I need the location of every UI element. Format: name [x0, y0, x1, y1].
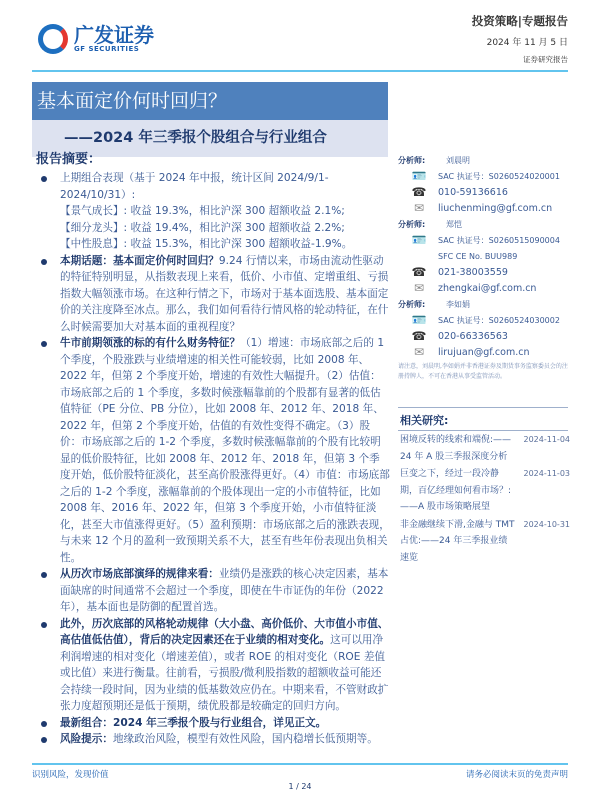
report-kind: 证券研究报告 — [523, 55, 568, 64]
email-link[interactable]: lirujuan@gf.com.cn — [438, 346, 530, 358]
cert-number: SAC 执证号：S0260524030002 — [438, 315, 560, 325]
analyst-label: 分析师: — [398, 219, 426, 229]
analyst-phone — [398, 328, 570, 344]
logo-en: GF SECURITIES — [74, 45, 140, 53]
analyst-header — [398, 296, 570, 312]
analyst-name: 李如娟 — [446, 299, 470, 309]
footer-slogan: 识别风险，发现价值 — [32, 770, 109, 780]
related-date: 2024-10-31 — [523, 519, 570, 529]
related-date: 2024-11-03 — [523, 469, 570, 478]
report-date: 2024 年 11 月 5 日 — [486, 38, 568, 48]
analyst-header — [398, 152, 570, 168]
abstract-bullet — [38, 715, 390, 732]
bullet-subline: 【中性股息】: 收益 15.3%，相比沪深 300 超额收益-1.9%。 — [60, 238, 353, 250]
logo-mark-icon — [38, 24, 68, 54]
abstract-heading: 报告摘要： — [36, 152, 102, 167]
phone-icon: ☎ — [411, 265, 427, 279]
bullet-text: 业绩仍是涨跌的核心决定因素，基本面缺席的时间通常不会超过一个季度，即使在牛市证伪的年份（2022 年），基本面也是防御的配置首选。 — [60, 568, 389, 613]
certificate-icon: 🪪 — [411, 169, 427, 183]
bullet-lead: 从历次市场底部演绎的规律来看： — [60, 568, 219, 580]
bullet-subline: 【细分龙头】: 收益 19.4%，相比沪深 300 超额收益 2.2%; — [60, 221, 345, 234]
cert-number: SAC 执证号：S0260515090004 — [438, 235, 560, 245]
bullet-lead: 最新组合：2024 年三季报个股与行业组合，详见正文。 — [60, 716, 327, 729]
certificate-icon: 🪪 — [411, 233, 427, 247]
analyst-cert — [398, 248, 570, 264]
analyst-email — [398, 344, 570, 360]
abstract-bullet — [38, 253, 390, 336]
abstract-body — [38, 170, 390, 748]
bullet-lead: 牛市前期领涨的标的有什么财务特征？ — [60, 337, 241, 349]
bullet-subline: 【景气成长】: 收益 19.3%，相比沪深 300 超额收益 2.1%; — [60, 205, 345, 217]
analyst-header — [398, 216, 570, 232]
header-meta — [472, 13, 568, 65]
report-type: 投资策略|专题报告 — [471, 14, 568, 28]
cert-number: SAC 执证号：S0260524020001 — [438, 171, 560, 181]
analyst-cert — [398, 168, 570, 184]
abstract-bullet — [38, 731, 390, 748]
mail-icon: ✉ — [413, 281, 425, 295]
bullet-text: 地缘政治风险，模型有效性风险，国内稳增长低预期等。 — [112, 733, 378, 745]
analyst-phone — [398, 184, 570, 200]
analyst-label: 分析师: — [398, 299, 426, 309]
header-divider — [32, 70, 568, 72]
footer-disclaimer[interactable]: 请务必阅读末页的免责声明 — [465, 770, 568, 780]
page-title: 基本面定价何时回归？ — [32, 82, 388, 120]
email-link[interactable]: liuchenming@gf.com.cn — [438, 202, 553, 214]
abstract-bullet — [38, 616, 390, 715]
logo-cn: 广发证券 — [74, 23, 154, 47]
analyst-cert — [398, 312, 570, 328]
related-title[interactable]: 非金融继续下滑,金融与 TMT 占优:——24 年三季报业绩速览 — [400, 519, 515, 563]
analyst-note: 请注意，刘晨明,李如娟并非香港证券及期货事务监察委员会的注册持牌人，不可在香港从事受监管活动。 — [398, 363, 568, 380]
bullet-lead: 此外，历次底部的风格轮动规律（大小盘、高价低价、大市值小市值、高估值低估值），背后的决定因素还在于业绩的相对变化。 — [60, 617, 389, 646]
gf-logo — [38, 24, 154, 54]
analyst-phone — [398, 264, 570, 280]
bullet-text: 这可以用净利润增速的相对变化（增速差值），或者 ROE 的相对变化（ROE 差值或比值）来进行衡量。往前看，亏损股/微利股指数的超额收益可能还会持续一段时间，因为业绩的低基数效应仍在。中期来看，不管财政扩张力度超预期还是低于预期，绩优股都是较确定的回归方向。 — [60, 634, 389, 712]
analyst-email — [398, 200, 570, 216]
abstract-bullet — [38, 566, 390, 616]
related-title[interactable]: 巨变之下，经过一段冷静期，百亿经理如何看市场？:——A 股市场策略展望 — [400, 469, 512, 512]
analyst-label: 分析师: — [398, 155, 426, 165]
mail-icon: ✉ — [413, 201, 425, 215]
bullet-text: 上期组合表现（基于 2024 年中报，统计区间 2024/9/1-2024/10/31）: — [60, 172, 329, 201]
bullet-text: 9.24 行情以来，市场由流动性驱动的特征特别明显，从指数表现上来看，低价、小市值、定增重组、亏损指数大幅领涨市场。在这种行情之下，市场对于基本面选股、基本面定价的关注度降至冰点。那么，我们如何看待行情风格的轮动特征，在什么时候需要加大对基本面的重视程度？ — [60, 254, 389, 333]
phone-number: 010-59136616 — [438, 186, 508, 198]
phone-icon: ☎ — [411, 329, 427, 343]
certificate-icon: 🪪 — [411, 313, 427, 327]
phone-number: 021-38003559 — [438, 266, 508, 278]
related-item[interactable] — [398, 432, 570, 465]
related-date: 2024-11-04 — [523, 435, 570, 444]
related-title[interactable]: 困境反转的线索和端倪:——24 年 A 股三季报深度分析 — [400, 435, 512, 462]
page-subtitle: ——2024 年三季报个股组合与行业组合 — [32, 120, 388, 157]
email-link[interactable]: zhengkai@gf.com.cn — [438, 282, 537, 294]
related-item[interactable] — [398, 466, 570, 516]
cert-number: SFC CE No. BUU989 — [438, 251, 518, 261]
related-research-heading: 相关研究: — [398, 407, 568, 431]
phone-number: 020-66336563 — [438, 330, 508, 342]
bullet-lead: 风险提示： — [60, 733, 113, 745]
bullet-lead: 本期话题：基本面定价何时回归？ — [60, 254, 219, 267]
mail-icon: ✉ — [413, 345, 425, 359]
bullet-text: （1）增速：市场底部之后的 1 个季度，个股涨跌与业绩增速的相关性可能较弱，比如 2008 年、2022 年，但第 2 个季度开始，增速的有效性大幅提升。（2）估值：市场底部之后的 1 个季度，多数时候涨幅靠前的个股都有显著的低估值特征（PE 分位、PB 分位），比如 2008 年、2012 年、2018 年、2022 年，但第 2 个季度开始，估值的有效性变得不确定。（3）股价：市场底部之后的 1-2 个季度，多数时候涨幅靠前的个股有比较明显的低价股特征，比如 2008 年、2012 年、2018 年，但第 3 个季度开始，低价股特征淡化，甚至高价股涨得更好。（4）市值：市场底部之后的 1-2 个季度，涨幅靠前的个股体现出一定的小市值特征，比如 2008 年、2016 年、2022 年，但第 3 个季度开始，小市值特征淡化，甚至大市值涨得更好。（5）盈利预期：市场底部之后的涨跌表现，与未来 12 个月的盈利一致预期关系不大，甚至有些年份表现出负相关性。 — [60, 337, 390, 564]
abstract-bullet — [38, 335, 390, 566]
abstract-bullet — [38, 170, 390, 253]
analyst-email — [398, 280, 570, 296]
footer-divider — [32, 763, 568, 765]
analyst-name: 刘晨明 — [446, 155, 470, 165]
related-item[interactable] — [398, 517, 570, 567]
analyst-cert — [398, 232, 570, 248]
page-number: 1 / 24 — [288, 782, 312, 791]
analyst-name: 郑恺 — [446, 219, 462, 229]
sidebar — [398, 152, 570, 566]
phone-icon: ☎ — [411, 185, 427, 199]
